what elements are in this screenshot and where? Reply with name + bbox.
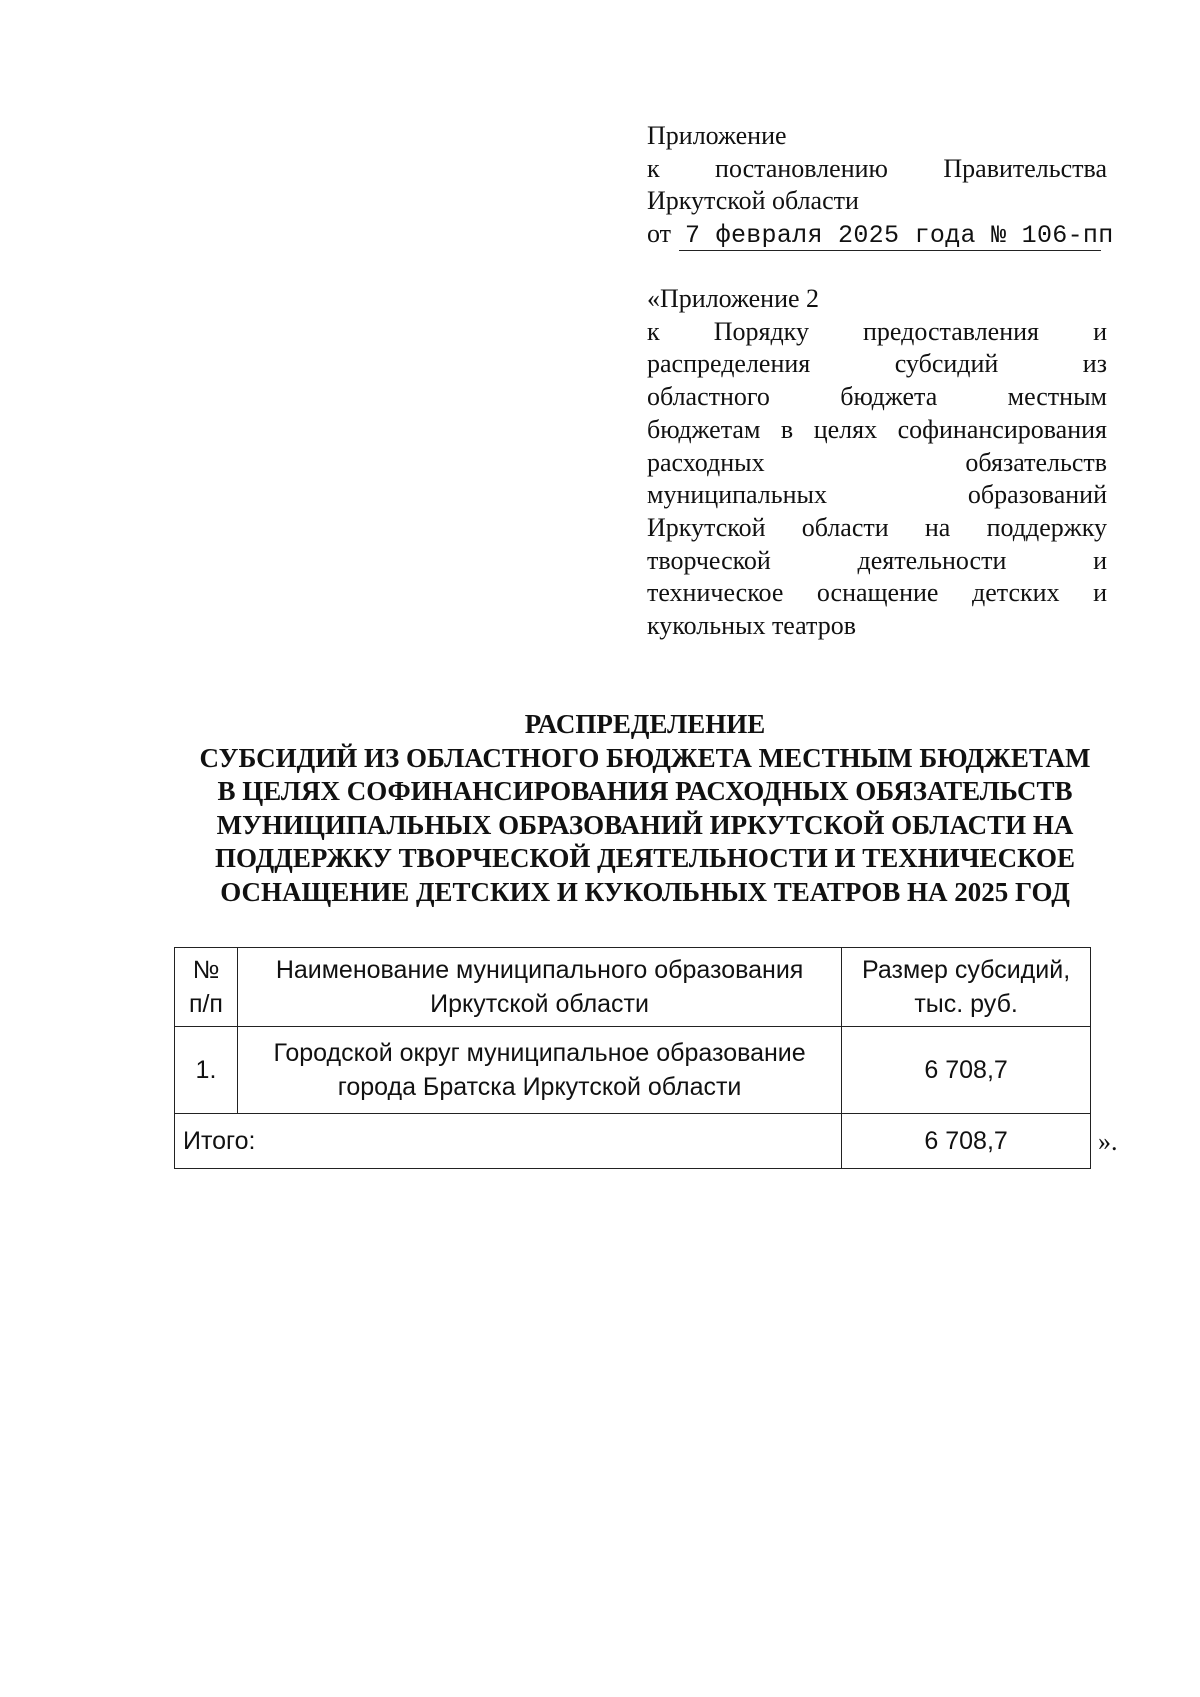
- header-municipality: [237, 948, 841, 1027]
- header-number: [175, 948, 238, 1027]
- appendix-2-text-line: бюджетам в целях софинансирования: [647, 414, 1107, 444]
- title-line: МУНИЦИПАЛЬНЫХ ОБРАЗОВАНИЙ ИРКУТСКОЙ ОБЛАСТИ НА: [216, 809, 1074, 840]
- header-municipality-line: Наименование муниципального образования: [275, 956, 804, 984]
- appendix-header: [647, 120, 1114, 251]
- appendix-2-text-line: кукольных театров: [647, 611, 856, 641]
- appendix-2-text-line: муниципальных образований: [647, 480, 1107, 510]
- document-title: [160, 708, 1130, 909]
- appendix-label: Приложение: [647, 121, 787, 150]
- resolution-date-line: [647, 218, 1114, 251]
- row-number: 1.: [175, 1027, 238, 1114]
- appendix-2-text-line: техническое оснащение детских и: [647, 578, 1107, 608]
- row-municipality: [237, 1027, 841, 1114]
- table-row: [175, 1027, 1091, 1114]
- resolution-date: 7 февраля 2025 года № 106-пп: [679, 222, 1101, 251]
- appendix-2-label: «Приложение 2: [647, 284, 820, 313]
- date-prefix: от: [647, 219, 672, 249]
- row-amount: 6 708,7: [842, 1027, 1091, 1114]
- appendix-2-header: [647, 283, 1107, 643]
- appendix-2-text-line: расходных обязательств: [647, 447, 1107, 477]
- header-amount-line: тыс. руб.: [914, 990, 1018, 1018]
- table-total-row: [175, 1114, 1091, 1169]
- distribution-table: [174, 947, 1091, 1169]
- total-amount: 6 708,7: [842, 1114, 1091, 1169]
- row-municipality-line: Городской округ муниципальное образование: [273, 1039, 806, 1067]
- header-number-line: №: [192, 956, 220, 984]
- header-amount: [842, 948, 1091, 1027]
- appendix-2-text-line: творческой деятельности и: [647, 545, 1107, 575]
- title-line: РАСПРЕДЕЛЕНИЕ: [524, 709, 766, 739]
- table-header-row: [175, 948, 1091, 1027]
- title-line: ОСНАЩЕНИЕ ДЕТСКИХ И КУКОЛЬНЫХ ТЕАТРОВ НА 2025 ГОД: [220, 876, 1070, 907]
- appendix-2-text-line: областного бюджета местным: [647, 382, 1107, 412]
- closing-quote: ».: [1098, 1127, 1118, 1156]
- title-line: В ЦЕЛЯХ СОФИНАНСИРОВАНИЯ РАСХОДНЫХ ОБЯЗАТЕЛЬСТВ: [217, 776, 1073, 806]
- header-municipality-line: Иркутской области: [430, 990, 649, 1018]
- header-amount-line: Размер субсидий,: [862, 956, 1071, 984]
- appendix-2-text-line: Иркутской области на поддержку: [647, 512, 1107, 542]
- appendix-2-text-line: к Порядку предоставления и: [647, 316, 1107, 346]
- appendix-reference: к постановлению Правительства: [647, 153, 1107, 183]
- title-line: ПОДДЕРЖКУ ТВОРЧЕСКОЙ ДЕЯТЕЛЬНОСТИ И ТЕХНИЧЕСКОЕ: [215, 843, 1075, 873]
- appendix-2-text-line: распределения субсидий из: [647, 349, 1107, 379]
- header-number-line: п/п: [188, 990, 223, 1018]
- title-line: СУБСИДИЙ ИЗ ОБЛАСТНОГО БЮДЖЕТА МЕСТНЫМ БЮДЖЕТАМ: [199, 742, 1091, 773]
- row-municipality-line: города Братска Иркутской области: [337, 1073, 742, 1101]
- appendix-region: Иркутской области: [647, 186, 859, 216]
- total-label: Итого:: [175, 1114, 842, 1169]
